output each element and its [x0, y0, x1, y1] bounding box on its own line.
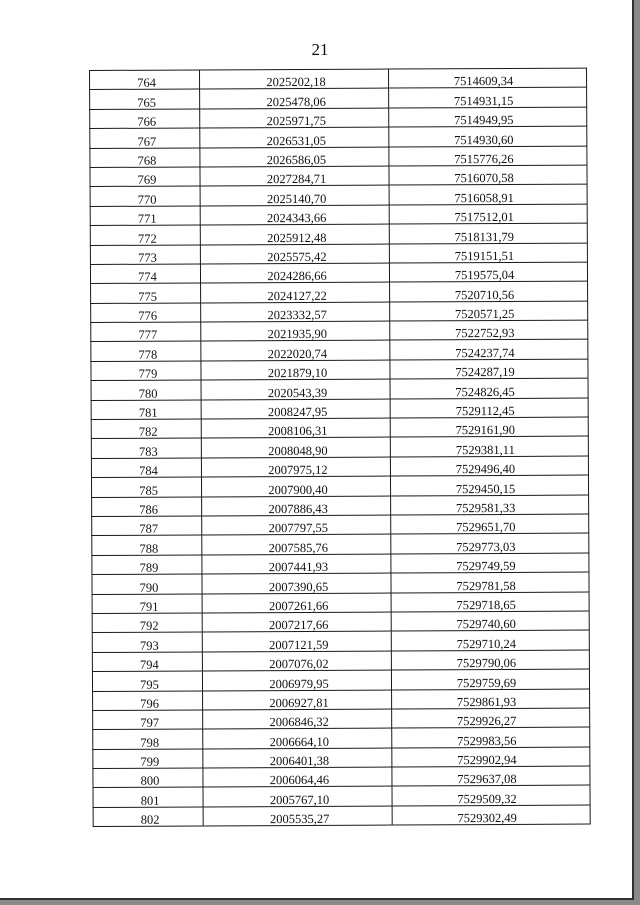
- cell-value: 793: [139, 638, 159, 653]
- y-coordinate-cell: [390, 436, 588, 456]
- table-row: [90, 87, 587, 109]
- y-coordinate-cell: [392, 805, 590, 825]
- cell-value: 784: [139, 463, 158, 478]
- cell-value: 2024343,66: [267, 210, 327, 226]
- point-number-cell: [91, 438, 201, 458]
- cell-value: 789: [139, 560, 159, 575]
- x-coordinate-cell: [203, 748, 392, 768]
- x-coordinate-cell: [200, 205, 389, 225]
- table-row: [92, 669, 589, 691]
- point-number-cell: [91, 303, 201, 323]
- table-row: [92, 514, 589, 536]
- point-number-cell: [90, 128, 200, 148]
- point-number-cell: [93, 787, 203, 807]
- table-row: [93, 747, 590, 769]
- point-number-cell: [91, 458, 201, 478]
- cell-value: 2025202,18: [266, 75, 326, 90]
- cell-value: 2008106,31: [268, 424, 328, 439]
- point-number-cell: [91, 283, 201, 303]
- table-row: [91, 320, 588, 342]
- x-coordinate-cell: [201, 457, 390, 477]
- cell-value: 7529710,24: [456, 636, 517, 651]
- x-coordinate-cell: [200, 127, 389, 147]
- x-coordinate-cell: [201, 418, 390, 438]
- cell-value: 7529637,08: [457, 772, 517, 787]
- table-row: [91, 398, 588, 420]
- cell-value: 770: [137, 192, 157, 207]
- cell-value: 7529861,93: [456, 694, 517, 710]
- y-coordinate-cell: [391, 669, 589, 689]
- y-coordinate-cell: [390, 475, 588, 495]
- point-number-cell: [92, 671, 202, 691]
- x-coordinate-cell: [202, 496, 391, 516]
- cell-value: 773: [138, 250, 157, 265]
- cell-value: 2007261,66: [268, 598, 329, 614]
- cell-value: 7529161,90: [455, 423, 515, 438]
- cell-value: 2006664,10: [269, 734, 330, 749]
- cell-value: 7529749,59: [456, 559, 516, 574]
- point-number-cell: [90, 186, 200, 206]
- cell-value: 2020543,39: [267, 385, 328, 400]
- cell-value: 796: [140, 696, 160, 711]
- y-coordinate-cell: [389, 184, 587, 204]
- cell-value: 7529718,65: [456, 597, 516, 613]
- x-coordinate-cell: [203, 690, 392, 710]
- cell-value: 2027284,71: [266, 172, 327, 187]
- x-coordinate-cell: [201, 399, 390, 419]
- cell-value: 786: [139, 502, 159, 517]
- cell-value: 2025971,75: [266, 114, 326, 129]
- point-number-cell: [92, 632, 202, 652]
- x-coordinate-cell: [203, 767, 392, 787]
- table-row: [90, 184, 587, 206]
- cell-value: 2007121,59: [269, 637, 329, 652]
- x-coordinate-cell: [202, 612, 391, 632]
- table-row: [92, 630, 589, 652]
- table-row: [91, 301, 588, 323]
- y-coordinate-cell: [392, 708, 590, 728]
- cell-value: 7529773,03: [456, 539, 516, 554]
- cell-value: 771: [137, 211, 157, 226]
- cell-value: 781: [138, 405, 158, 420]
- x-coordinate-cell: [200, 147, 389, 167]
- table-row: [91, 281, 588, 303]
- point-number-cell: [93, 768, 203, 788]
- point-number-cell: [92, 574, 202, 594]
- cell-value: 2007900,40: [268, 482, 328, 497]
- cell-value: 7515776,26: [454, 151, 514, 167]
- table-row: [92, 650, 589, 672]
- y-coordinate-cell: [389, 126, 587, 146]
- y-coordinate-cell: [392, 689, 590, 709]
- cell-value: 2007886,43: [268, 501, 328, 517]
- cell-value: 7529381,11: [455, 442, 515, 458]
- y-coordinate-cell: [391, 611, 589, 631]
- table-row: [92, 592, 589, 614]
- y-coordinate-cell: [389, 262, 587, 282]
- point-number-cell: [92, 497, 202, 517]
- cell-value: 7520710,56: [454, 287, 515, 302]
- point-number-cell: [93, 690, 203, 710]
- y-coordinate-cell: [391, 514, 589, 534]
- x-coordinate-cell: [203, 728, 392, 748]
- x-coordinate-cell: [203, 806, 392, 826]
- cell-value: 2021935,90: [267, 327, 328, 342]
- point-number-cell: [91, 341, 201, 361]
- y-coordinate-cell: [391, 592, 589, 612]
- cell-value: 787: [139, 522, 159, 537]
- table-row: [91, 378, 588, 400]
- x-coordinate-cell: [201, 321, 390, 341]
- x-coordinate-cell: [200, 108, 389, 128]
- cell-value: 2007076,02: [269, 656, 329, 672]
- cell-value: 7516070,58: [454, 171, 514, 186]
- point-number-cell: [92, 613, 202, 633]
- cell-value: 7524237,74: [455, 345, 515, 361]
- table-row: [92, 611, 589, 633]
- x-coordinate-cell: [202, 515, 391, 535]
- cell-value: 798: [140, 735, 160, 750]
- cell-value: 7529450,15: [455, 481, 516, 496]
- point-number-cell: [92, 516, 202, 536]
- cell-value: 7514949,95: [454, 113, 514, 128]
- cell-value: 7529509,32: [457, 791, 517, 807]
- point-number-cell: [91, 322, 201, 342]
- cell-value: 2007975,12: [268, 463, 328, 478]
- table-row: [92, 533, 589, 555]
- table-row: [90, 126, 587, 148]
- cell-value: 768: [137, 153, 157, 168]
- point-number-cell: [91, 400, 201, 420]
- cell-value: 766: [137, 114, 157, 129]
- cell-value: 2025478,06: [266, 94, 326, 109]
- cell-value: 2008048,90: [268, 443, 328, 458]
- y-coordinate-cell: [391, 533, 589, 553]
- cell-value: 7519575,04: [454, 268, 515, 283]
- cell-value: 2007441,93: [268, 559, 329, 575]
- x-coordinate-cell: [202, 651, 391, 671]
- y-coordinate-cell: [391, 553, 589, 573]
- cell-value: 788: [139, 541, 159, 556]
- cell-value: 2021879,10: [267, 366, 328, 381]
- x-coordinate-cell: [203, 786, 392, 806]
- table-row: [90, 68, 587, 90]
- table-row: [90, 146, 587, 168]
- x-coordinate-cell: [202, 573, 391, 593]
- y-coordinate-cell: [389, 204, 587, 224]
- cell-value: 777: [138, 328, 158, 343]
- point-number-cell: [92, 555, 202, 575]
- cell-value: 801: [140, 793, 160, 808]
- table-row: [93, 766, 590, 788]
- y-coordinate-cell: [390, 340, 588, 360]
- cell-value: 797: [140, 715, 160, 731]
- y-coordinate-cell: [389, 223, 587, 243]
- cell-value: 7529112,45: [455, 403, 515, 419]
- y-coordinate-cell: [391, 650, 589, 670]
- cell-value: 7529983,56: [457, 733, 517, 748]
- cell-value: 7529581,33: [455, 500, 516, 516]
- y-coordinate-cell: [390, 417, 588, 437]
- x-coordinate-cell: [201, 437, 390, 457]
- cell-value: 7529740,60: [456, 617, 516, 632]
- table-row: [90, 204, 587, 226]
- x-coordinate-cell: [200, 185, 389, 205]
- table-row: [93, 786, 590, 808]
- x-coordinate-cell: [201, 476, 390, 496]
- cell-value: 7514931,15: [453, 93, 514, 108]
- y-coordinate-cell: [390, 359, 588, 379]
- cell-value: 775: [138, 289, 158, 304]
- table-row: [93, 689, 590, 711]
- point-number-cell: [90, 167, 200, 187]
- x-coordinate-cell: [200, 88, 389, 108]
- cell-value: 795: [140, 677, 159, 692]
- cell-value: 2026586,05: [266, 152, 327, 168]
- y-coordinate-cell: [389, 87, 587, 107]
- table-row: [91, 359, 588, 381]
- cell-value: 792: [139, 618, 159, 634]
- cell-value: 767: [137, 134, 157, 149]
- y-coordinate-cell: [389, 243, 587, 263]
- point-number-cell: [92, 535, 202, 555]
- cell-value: 782: [138, 425, 158, 440]
- x-coordinate-cell: [202, 631, 391, 651]
- coordinates-table-body: [90, 68, 591, 827]
- cell-value: 785: [139, 483, 158, 498]
- table-row: [90, 107, 587, 129]
- cell-value: 2025140,70: [266, 191, 327, 206]
- table-row: [91, 340, 588, 362]
- cell-value: 2024286,66: [267, 269, 327, 284]
- cell-value: 764: [137, 76, 156, 91]
- cell-value: 2006927,81: [269, 695, 329, 711]
- x-coordinate-cell: [202, 534, 391, 554]
- cell-value: 2007797,55: [268, 521, 328, 536]
- cell-value: 2005535,27: [269, 812, 330, 827]
- cell-value: 7529759,69: [456, 675, 517, 690]
- table-row: [91, 456, 588, 478]
- x-coordinate-cell: [200, 166, 389, 186]
- point-number-cell: [90, 225, 200, 245]
- cell-value: 2006979,95: [269, 676, 329, 691]
- page-number: 21: [311, 40, 329, 59]
- y-coordinate-cell: [390, 398, 588, 418]
- x-coordinate-cell: [202, 554, 391, 574]
- point-number-cell: [91, 380, 201, 400]
- x-coordinate-cell: [200, 224, 389, 244]
- cell-value: 2005767,10: [269, 792, 330, 807]
- table-row: [92, 553, 589, 575]
- cell-value: 800: [140, 774, 160, 789]
- y-coordinate-cell: [391, 572, 589, 592]
- point-number-cell: [91, 477, 201, 497]
- cell-value: 774: [138, 269, 157, 285]
- x-coordinate-cell: [203, 709, 392, 729]
- x-coordinate-cell: [201, 360, 390, 380]
- y-coordinate-cell: [388, 68, 586, 88]
- cell-value: 7519151,51: [454, 248, 515, 264]
- cell-value: 7529496,40: [455, 462, 516, 477]
- x-coordinate-cell: [200, 263, 389, 283]
- cell-value: 794: [139, 657, 159, 672]
- table-row: [90, 243, 587, 265]
- table-row: [93, 708, 590, 730]
- cell-value: 2025575,42: [267, 249, 327, 265]
- point-number-cell: [93, 749, 203, 769]
- y-coordinate-cell: [392, 766, 590, 786]
- cell-value: 791: [139, 599, 159, 614]
- point-number-cell: [90, 109, 200, 129]
- cell-value: 2023332,57: [267, 307, 327, 323]
- cell-value: 769: [137, 173, 157, 188]
- point-number-cell: [93, 710, 203, 730]
- cell-value: 7514609,34: [453, 74, 514, 89]
- cell-value: 2025912,48: [267, 230, 327, 245]
- coordinates-table: [89, 68, 591, 828]
- cell-value: 7529790,06: [456, 656, 517, 671]
- cell-value: 2007390,65: [268, 579, 329, 594]
- cell-value: 7524287,19: [455, 365, 515, 380]
- cell-value: 2006401,38: [269, 753, 330, 769]
- cell-value: 7516058,91: [454, 190, 514, 205]
- point-number-cell: [92, 652, 202, 672]
- cell-value: 7529926,27: [456, 714, 517, 729]
- cell-value: 2006846,32: [269, 715, 329, 730]
- y-coordinate-cell: [391, 630, 589, 650]
- cell-value: 7517512,01: [454, 210, 514, 225]
- point-number-cell: [90, 89, 200, 109]
- cell-value: 783: [138, 444, 158, 459]
- x-coordinate-cell: [202, 670, 391, 690]
- cell-value: 779: [138, 366, 158, 382]
- y-coordinate-cell: [389, 146, 587, 166]
- table-row: [91, 436, 588, 458]
- cell-value: 778: [138, 347, 158, 362]
- x-coordinate-cell: [201, 379, 390, 399]
- x-coordinate-cell: [202, 593, 391, 613]
- cell-value: 780: [138, 386, 158, 401]
- y-coordinate-cell: [390, 378, 588, 398]
- table-row: [90, 165, 587, 187]
- cell-value: 7522752,93: [455, 326, 515, 341]
- cell-value: 7520571,25: [454, 307, 515, 322]
- table-row: [93, 727, 590, 749]
- y-coordinate-cell: [390, 281, 588, 301]
- y-coordinate-cell: [391, 495, 589, 515]
- cell-value: 802: [140, 812, 160, 827]
- cell-value: 2026531,05: [266, 133, 327, 148]
- y-coordinate-cell: [392, 727, 590, 747]
- point-number-cell: [90, 148, 200, 168]
- y-coordinate-cell: [392, 747, 590, 767]
- table-row: [92, 495, 589, 517]
- point-number-cell: [90, 70, 200, 90]
- cell-value: 7514930,60: [454, 132, 514, 147]
- point-number-cell: [90, 264, 200, 284]
- cell-value: 772: [137, 231, 157, 246]
- cell-value: 2022020,74: [267, 346, 328, 361]
- y-coordinate-cell: [389, 107, 587, 127]
- y-coordinate-cell: [389, 165, 587, 185]
- table-row: [93, 805, 590, 827]
- x-coordinate-cell: [201, 282, 390, 302]
- y-coordinate-cell: [390, 456, 588, 476]
- point-number-cell: [91, 361, 201, 381]
- cell-value: 790: [139, 580, 159, 595]
- point-number-cell: [90, 206, 200, 226]
- cell-value: 7524826,45: [455, 384, 515, 399]
- table-row: [90, 223, 587, 245]
- point-number-cell: [91, 419, 201, 439]
- y-coordinate-cell: [390, 301, 588, 321]
- cell-value: 2007217,66: [268, 618, 329, 633]
- cell-value: 7529651,70: [456, 520, 516, 535]
- point-number-cell: [93, 729, 203, 749]
- table-row: [91, 475, 588, 497]
- table-row: [90, 262, 587, 284]
- point-number-cell: [90, 244, 200, 264]
- cell-value: 7529302,49: [457, 811, 517, 826]
- cell-value: 7529902,94: [457, 752, 517, 768]
- x-coordinate-cell: [200, 69, 389, 89]
- x-coordinate-cell: [201, 302, 390, 322]
- x-coordinate-cell: [200, 244, 389, 264]
- cell-value: 799: [140, 754, 160, 769]
- cell-value: 765: [137, 95, 157, 110]
- y-coordinate-cell: [392, 786, 590, 806]
- point-number-cell: [92, 594, 202, 614]
- cell-value: 776: [138, 308, 158, 323]
- x-coordinate-cell: [201, 341, 390, 361]
- cell-value: 2024127,22: [267, 288, 327, 303]
- cell-value: 7518131,79: [454, 229, 515, 244]
- point-number-cell: [93, 807, 203, 827]
- cell-value: 2006064,46: [269, 773, 330, 788]
- cell-value: 7529781,58: [456, 578, 516, 593]
- cell-value: 2007585,76: [268, 540, 329, 555]
- y-coordinate-cell: [390, 320, 588, 340]
- table-row: [92, 572, 589, 594]
- table-row: [91, 417, 588, 439]
- cell-value: 2008247,95: [267, 404, 328, 420]
